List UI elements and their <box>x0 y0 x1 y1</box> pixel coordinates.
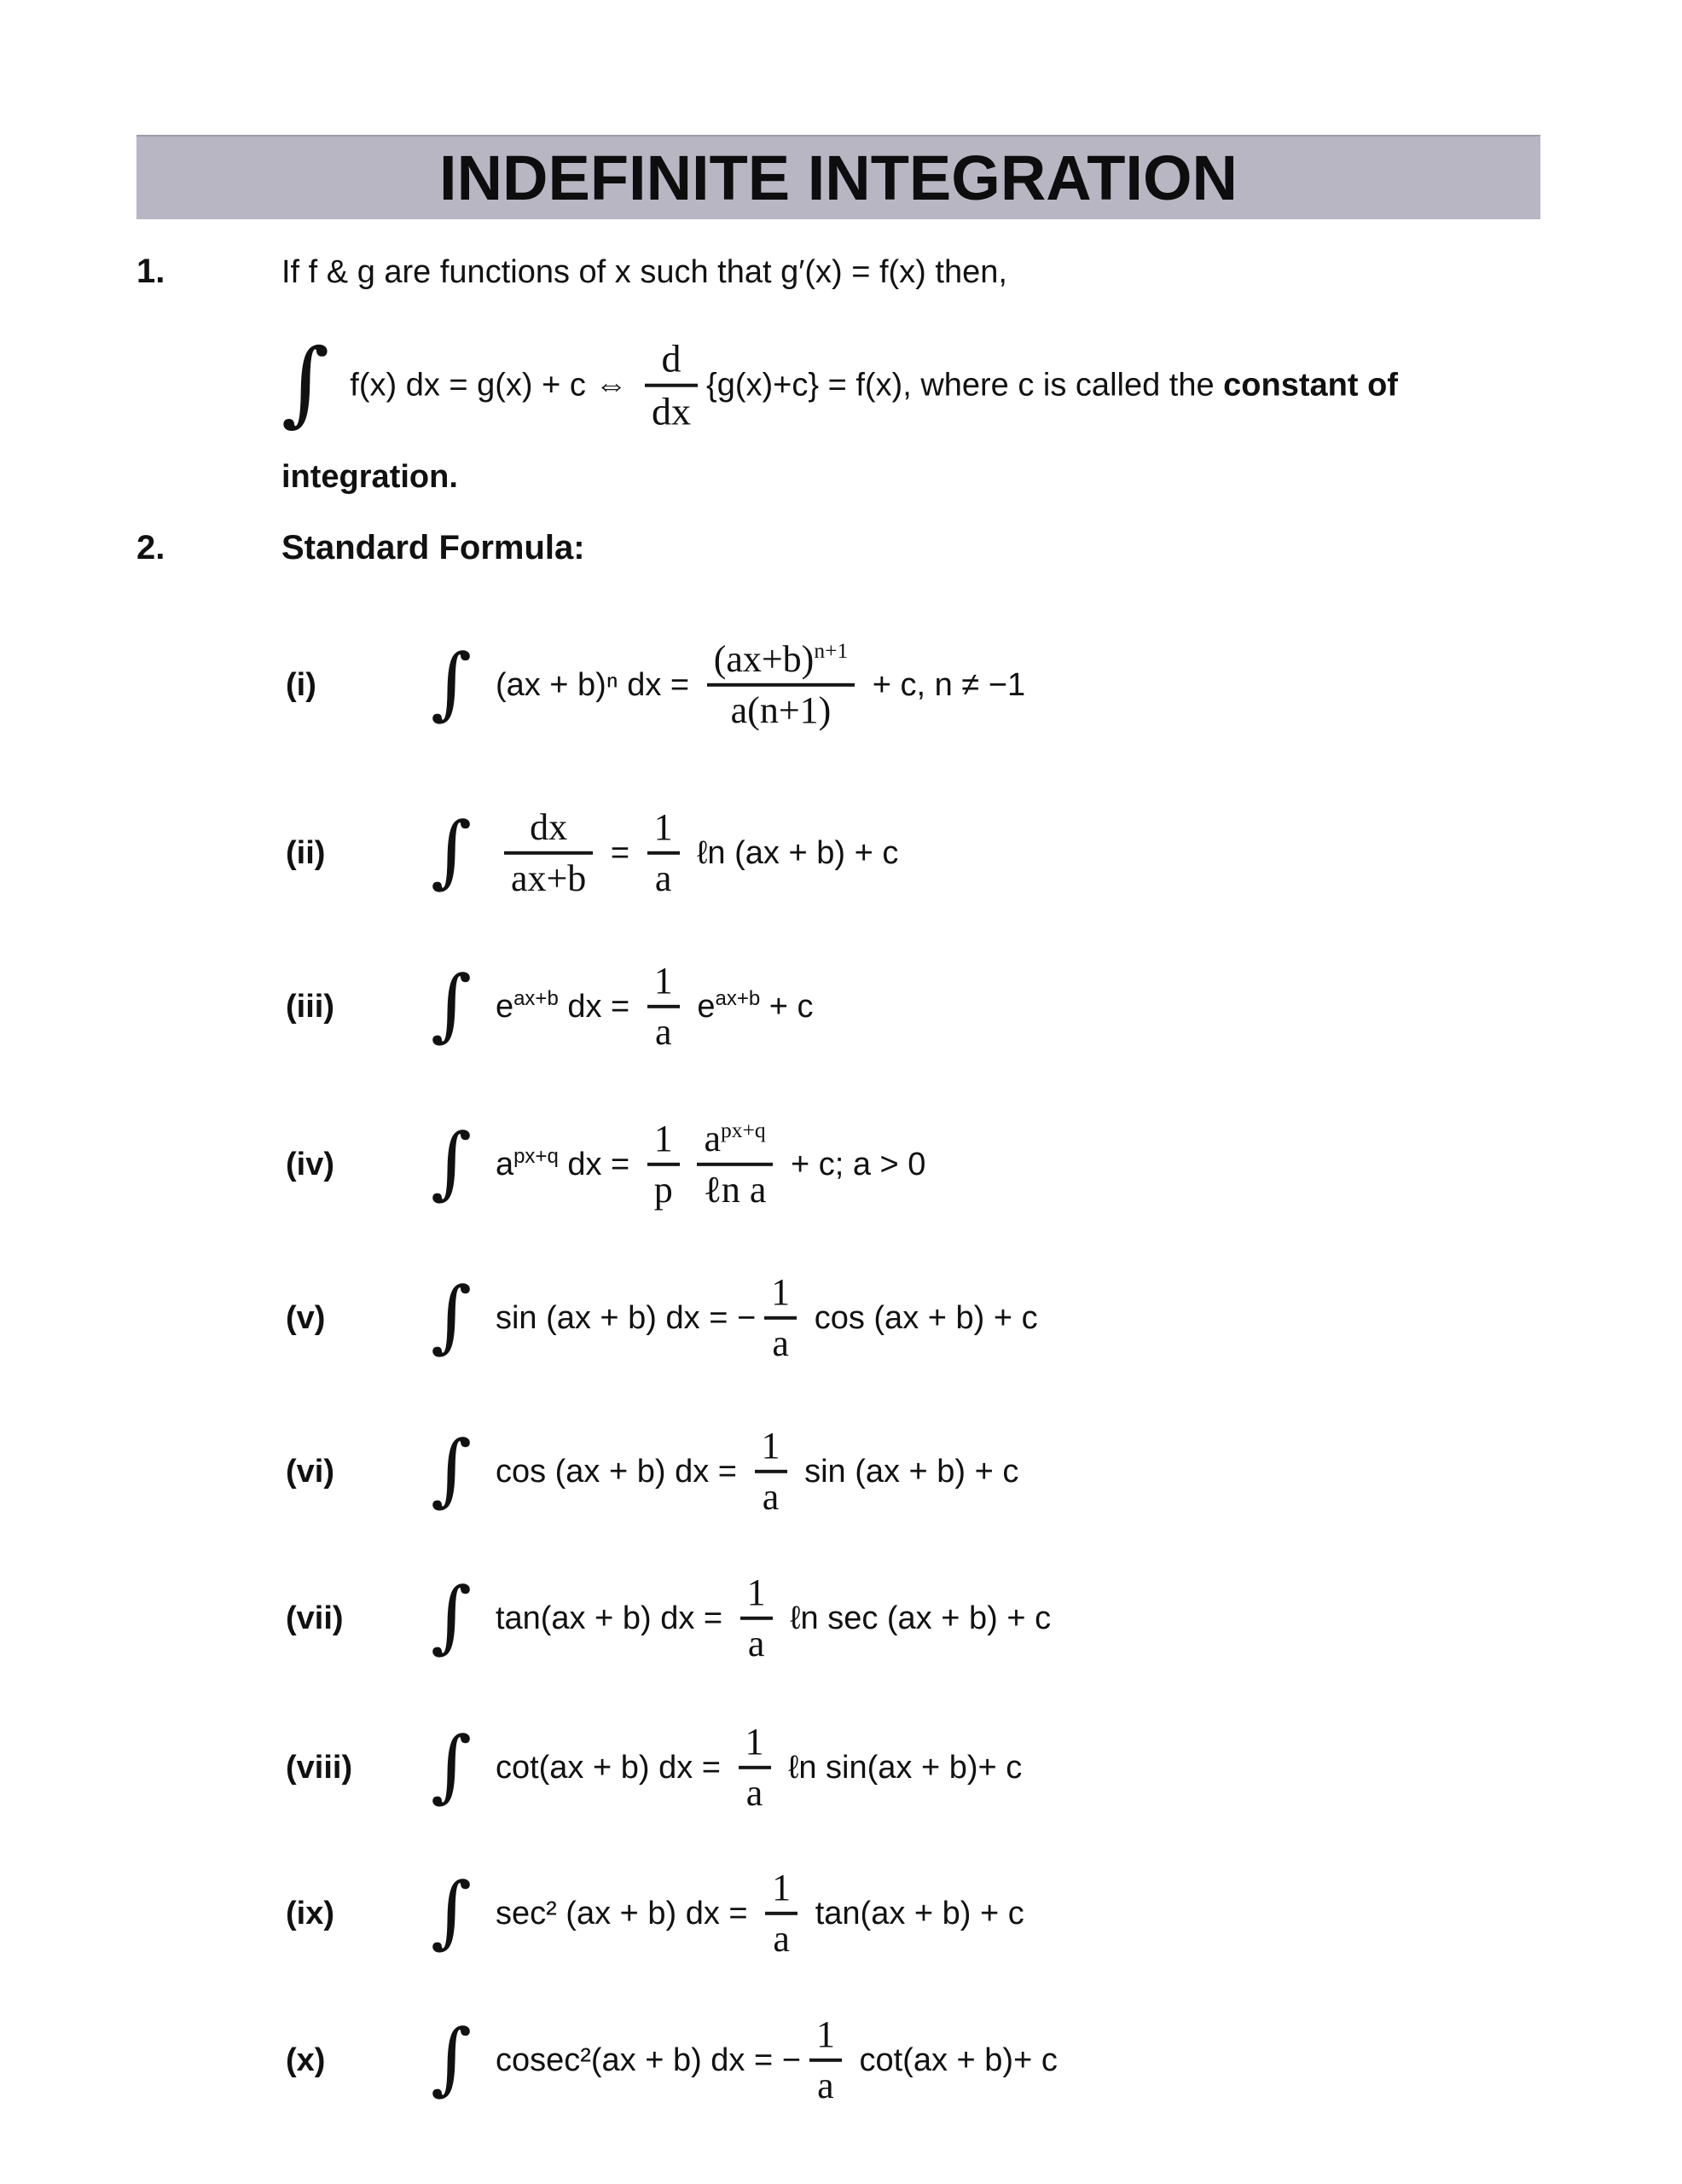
section-1-number: 1. <box>136 253 165 290</box>
fraction <box>739 1722 771 1813</box>
formula-label: (ii) <box>286 834 326 871</box>
formula-lhs: $a^{px+q}$ dx = <box>495 1144 639 1182</box>
equals-sign: = <box>601 834 639 871</box>
formula-rhs: $e^{ax+b} + c$ <box>687 986 814 1025</box>
formula-lhs: cos (ax + b) dx = <box>495 1453 746 1490</box>
formula-row-viii <box>286 1719 1023 1814</box>
formula-lhs: $e^{ax+b}$ dx = <box>495 986 639 1025</box>
formula-label: (i) <box>286 666 316 703</box>
formula-label: (vi) <box>286 1453 334 1490</box>
formula-row-vii <box>286 1570 1052 1664</box>
formula-row-vi <box>286 1423 1019 1518</box>
formula-tail: cos (ax + b) + c <box>805 1299 1038 1336</box>
formula-label: (vii) <box>286 1600 344 1636</box>
integral-sign: ∫ <box>431 1865 472 1957</box>
formula-row-v <box>286 1269 1038 1364</box>
formula-lhs: cosec²(ax + b) dx = − <box>495 2042 801 2078</box>
section-2-heading: Standard Formula: <box>281 529 585 566</box>
formula-tail: + c, n ≠ −1 <box>863 666 1026 703</box>
integral-sign: ∫ <box>281 330 330 438</box>
formula-row-i <box>286 636 1026 731</box>
fraction <box>697 1119 774 1210</box>
fraction-numerator: 1 <box>772 1866 792 1908</box>
definition-equation <box>281 330 1398 438</box>
fraction-numerator: 1 <box>653 959 673 1002</box>
section-2-number: 2. <box>136 529 165 566</box>
fraction-denominator: p <box>653 1169 673 1211</box>
formula-tail: ℓn (ax + b) + c <box>687 834 899 871</box>
fraction-numerator: 1 <box>761 1424 780 1467</box>
fraction-numerator: 1 <box>653 1117 673 1159</box>
fraction-numerator: 1 <box>815 2013 835 2055</box>
formula-tail: tan(ax + b) + c <box>806 1895 1024 1931</box>
fraction-bar <box>755 1470 787 1473</box>
formula-lhs: sin (ax + b) dx = − <box>495 1299 757 1336</box>
fraction-bar <box>647 851 680 855</box>
formula-label: (viii) <box>286 1749 353 1786</box>
section-1-continuation: integration. <box>281 459 458 495</box>
fraction <box>765 1868 798 1959</box>
formula-row-ii <box>286 804 899 899</box>
fraction-numerator: $a^{px+q}$ <box>704 1117 766 1159</box>
fraction-bar <box>647 1163 680 1166</box>
integral-sign: ∫ <box>431 1269 472 1362</box>
fraction-denominator: ℓn a <box>703 1169 767 1211</box>
fraction-bar <box>740 1617 773 1620</box>
fraction-denominator: a <box>747 1623 765 1664</box>
equation-rhs-bold: constant of <box>1223 367 1398 404</box>
formula-row-ix <box>286 1865 1024 1960</box>
formula-label: (ix) <box>286 1895 334 1931</box>
integral-sign: ∫ <box>431 1570 472 1662</box>
formula-label: (iv) <box>286 1146 334 1182</box>
fraction <box>647 805 680 899</box>
fraction <box>647 961 680 1052</box>
equation-rhs: {g(x)+c} = f(x), where c is called the <box>706 367 1224 404</box>
fraction-bar <box>764 1316 797 1320</box>
integral-sign: ∫ <box>431 1719 472 1811</box>
integral-sign: ∫ <box>431 2012 472 2104</box>
formula-row-iv <box>286 1116 926 1211</box>
fraction-bar <box>697 1163 774 1166</box>
fraction-numerator: 1 <box>653 805 673 848</box>
fraction-denominator: ax+b <box>510 857 587 899</box>
formula-tail: sin (ax + b) + c <box>795 1453 1019 1490</box>
formula-label: (iii) <box>286 988 334 1025</box>
fraction-denominator: a <box>745 1772 763 1814</box>
equation-lhs: f(x) dx = g(x) + c ⇔ <box>350 367 637 404</box>
fraction-bar <box>707 683 856 687</box>
formula-row-iii <box>286 958 814 1053</box>
fraction-denominator: a <box>762 1476 780 1518</box>
formula-lhs: sec² (ax + b) dx = <box>495 1895 757 1931</box>
formula-tail: cot(ax + b)+ c <box>850 2042 1058 2078</box>
fraction-denominator: a <box>773 1918 790 1960</box>
integral-sign: ∫ <box>431 636 472 729</box>
fraction-numerator: 1 <box>771 1270 791 1313</box>
fraction-denominator: a(n+1) <box>730 689 832 731</box>
fraction-d-dx <box>645 336 698 433</box>
formula-label: (v) <box>286 1299 326 1336</box>
fraction-numerator: $(ax+b)^{n+1}$ <box>713 637 849 680</box>
fraction-numerator: dx <box>530 805 568 848</box>
formula-tail: + c; a > 0 <box>781 1146 926 1182</box>
fraction <box>764 1270 797 1364</box>
fraction <box>707 637 856 731</box>
fraction-bar <box>647 1005 680 1008</box>
fraction <box>504 805 593 899</box>
fraction <box>755 1426 787 1517</box>
fraction-bar <box>739 1766 771 1769</box>
formula-lhs: (ax + b)ⁿ dx = <box>495 666 699 703</box>
formula-lhs: tan(ax + b) dx = <box>495 1600 732 1636</box>
fraction-numerator: d <box>661 336 682 380</box>
section-1-intro: If f & g are functions of x such that g′(x) = f(x) then, <box>281 254 1007 290</box>
fraction-denominator: a <box>817 2065 834 2106</box>
fraction-denominator: a <box>655 1011 672 1053</box>
fraction-bar <box>809 2059 842 2062</box>
formula-label: (x) <box>286 2042 326 2078</box>
fraction-bar <box>645 384 698 387</box>
fraction <box>647 1119 680 1210</box>
integral-sign: ∫ <box>431 804 472 897</box>
formula-lhs: cot(ax + b) dx = <box>495 1749 730 1786</box>
integral-sign: ∫ <box>431 1116 472 1208</box>
formula-tail: ℓn sec (ax + b) + c <box>780 1600 1052 1636</box>
fraction-bar <box>765 1912 798 1915</box>
fraction <box>809 2015 842 2106</box>
fraction-bar <box>504 851 593 855</box>
fraction <box>740 1573 773 1664</box>
page-title: INDEFINITE INTEGRATION <box>439 142 1238 213</box>
integral-sign: ∫ <box>431 1423 472 1515</box>
integral-sign: ∫ <box>431 958 472 1050</box>
fraction-denominator: a <box>654 857 672 899</box>
formula-row-x <box>286 2012 1058 2106</box>
title-banner <box>136 135 1540 219</box>
formula-tail: ℓn sin(ax + b)+ c <box>779 1749 1023 1786</box>
fraction-numerator: 1 <box>745 1720 764 1763</box>
fraction-denominator: dx <box>652 390 692 433</box>
fraction-denominator: a <box>772 1322 789 1364</box>
fraction-numerator: 1 <box>746 1571 766 1613</box>
